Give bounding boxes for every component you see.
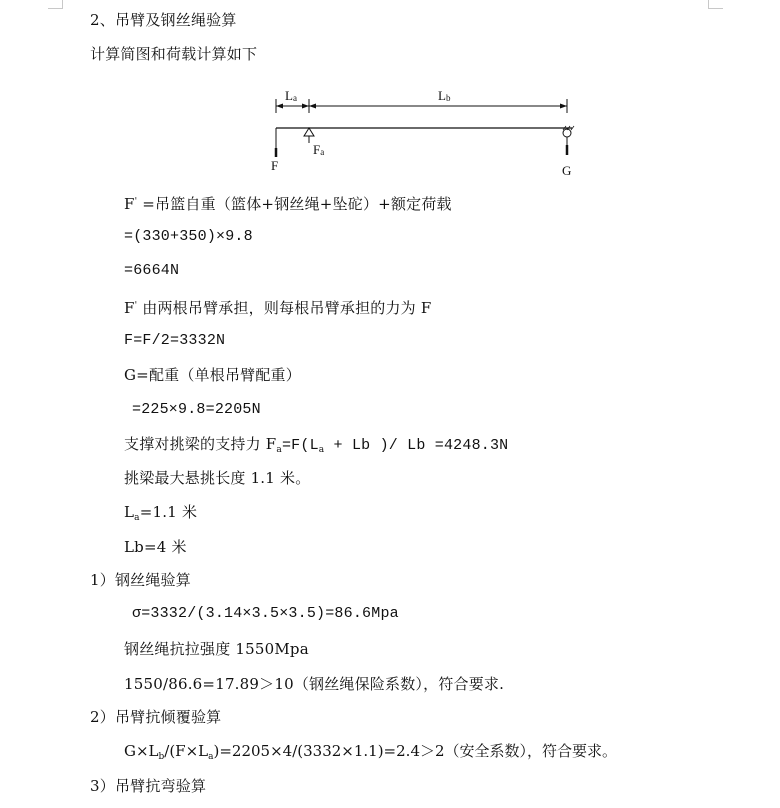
label-la: La (285, 88, 297, 103)
arrow-la-right (302, 104, 309, 109)
calc-line-7: =225×9.8=2205N (132, 401, 261, 418)
section-1-title: 1）钢丝绳验算 (90, 571, 191, 589)
arrow-la-left (276, 104, 283, 109)
section-2-formula: $G\times L_b/(F\times L_a)=2205\times 4/(3332\times 1.1)=2.4>2$（安全系数），符合要求。 (124, 742, 618, 762)
section-heading: 2、吊臂及钢丝绳验算 (90, 11, 237, 29)
calc-line-3: =6664N (124, 262, 180, 279)
label-f: F (271, 158, 279, 173)
calc-line-2: =(330+350)×9.8 (124, 228, 253, 245)
calc-line-11: Lb=4 米 (124, 538, 187, 556)
arrow-lb-left (309, 104, 316, 109)
section-1-line-2: 钢丝绳抗拉强度 1550Mpa (124, 640, 309, 658)
section-1-line-1: σ=3332/(3.14×3.5×3.5)=86.6Mpa (132, 605, 399, 622)
calc-line-10: $L_a=1.1$ 米 (124, 503, 198, 523)
page-corner-mark-right (708, 0, 723, 9)
label-g: G (562, 163, 572, 178)
section-2-title: 2）吊臂抗倾覆验算 (90, 708, 222, 726)
calc-line-6: G=配重（单根吊臂配重） (124, 366, 301, 384)
calc-line-9: 挑梁最大悬挑长度 1.1 米。 (124, 469, 311, 487)
calc-line-1: F' =吊篮自重（篮体+钢丝绳+坠砣）+额定荷载 (124, 195, 452, 213)
beam-diagram (260, 85, 590, 180)
label-fa: Fa (313, 142, 325, 157)
label-lb: Lb (438, 88, 451, 103)
intro-text: 计算简图和荷载计算如下 (90, 45, 258, 63)
calc-line-5: F=F/2=3332N (124, 332, 226, 349)
calc-line-8: 支撑对挑梁的支持力 $F_a=F(L_a + Lb$ )/ Lb =4248.3N (124, 435, 509, 455)
arrow-lb-right (560, 104, 567, 109)
support-fulcrum (304, 128, 314, 136)
hinge-right (563, 129, 571, 137)
section-1-line-3: 1550/86.6=17.89＞10（钢丝绳保险系数），符合要求. (124, 675, 505, 693)
section-3-title: 3）吊臂抗弯验算 (90, 777, 207, 795)
calc-line-4: F' 由两根吊臂承担，则每根吊臂承担的力为 F (124, 299, 432, 317)
page-corner-mark-left (48, 0, 63, 9)
